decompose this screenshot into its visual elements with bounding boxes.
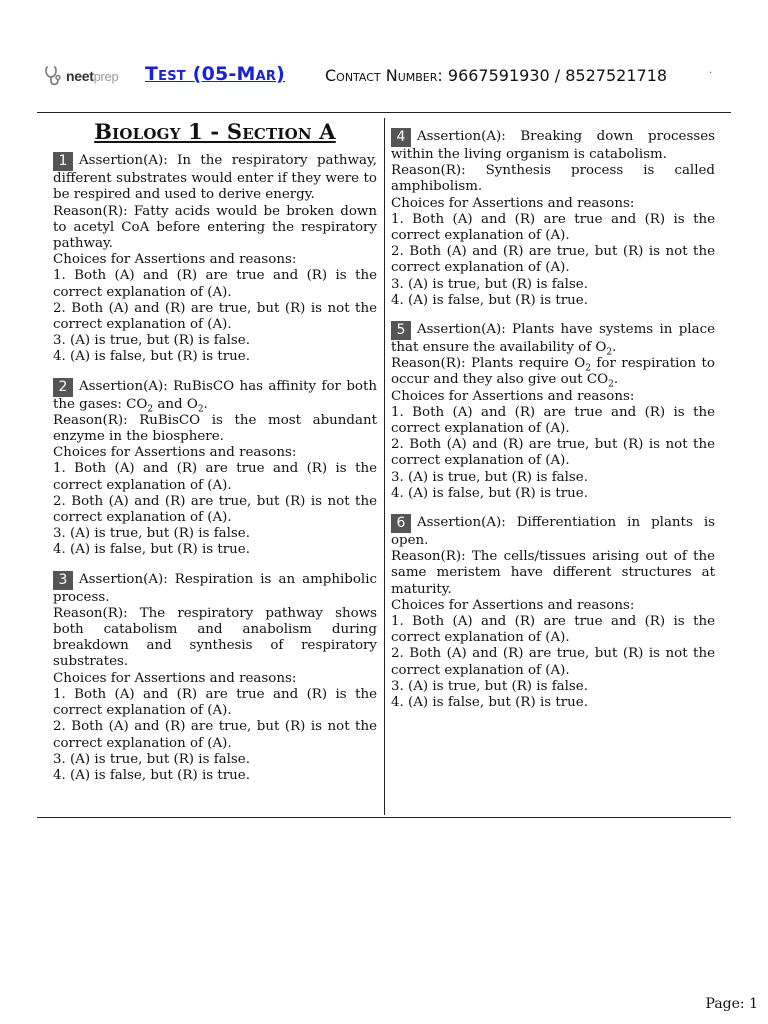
question-number: 2 [53, 378, 73, 397]
reason-text: Reason(R): Fatty acids would be broken down to acetyl CoA before entering the respiratory pathway. [53, 203, 377, 252]
page-number: Page: 1 [705, 996, 758, 1012]
choice-4: 4. (A) is false, but (R) is true. [53, 349, 250, 365]
logo-text: neetprep [66, 68, 119, 84]
choice-4: 4. (A) is false, but (R) is true. [53, 767, 250, 783]
right-column [391, 118, 715, 723]
choice-3: 3. (A) is true, but (R) is false. [53, 333, 250, 349]
question-number: 1 [53, 152, 73, 171]
choices-heading: Choices for Assertions and reasons: [53, 670, 297, 686]
question-5 [391, 321, 715, 502]
choice-2: 2. Both (A) and (R) are true, but (R) is not the correct explanation of (A). [391, 646, 715, 678]
question-3 [53, 571, 377, 784]
choice-1: 1. Both (A) and (R) are true and (R) is the correct explanation of (A). [391, 211, 715, 244]
choice-1: 1. Both (A) and (R) are true and (R) is the correct explanation of (A). [53, 268, 377, 300]
choices-heading: Choices for Assertions and reasons: [391, 195, 635, 211]
choices-heading: Choices for Assertions and reasons: [391, 388, 635, 404]
choice-3: 3. (A) is true, but (R) is false. [53, 526, 250, 542]
reason-text: Reason(R): Plants require $O_2$ for respiration to occur and they also give out $CO_2$. [391, 356, 715, 391]
assertion-text: Assertion(A): Respiration is an amphibolic process. [53, 571, 377, 605]
neetprep-logo[interactable] [44, 64, 118, 88]
choice-2: 2. Both (A) and (R) are true, but (R) is not the correct explanation of (A). [53, 493, 377, 526]
choices-heading: Choices for Assertions and reasons: [53, 445, 297, 461]
question-1 [53, 152, 377, 365]
contact-label: Contact Number: [325, 66, 443, 85]
choice-1: 1. Both (A) and (R) are true and (R) is the correct explanation of (A). [391, 614, 715, 646]
choices-heading: Choices for Assertions and reasons: [53, 252, 297, 268]
trailing-mark: · [709, 68, 713, 79]
page-header [0, 0, 768, 112]
header-divider [37, 112, 731, 113]
reason-text: Reason(R): RuBisCO is the most abundant enzyme in the biosphere. [53, 412, 377, 445]
choice-2: 2. Both (A) and (R) are true, but (R) is not the correct explanation of (A). [391, 437, 715, 469]
contact-info [325, 66, 667, 85]
question-4 [391, 128, 715, 309]
assertion-text: Assertion(A): RuBisCO has affinity for both the gases: $CO_2$ and $O_2$. [53, 378, 377, 415]
bottom-divider [37, 817, 731, 818]
reason-text: Reason(R): The respiratory pathway shows both catabolism and anabolism during breakdown and synthesis of respiratory substrates. [53, 605, 377, 670]
choice-3: 3. (A) is true, but (R) is false. [53, 751, 250, 767]
choice-1: 1. Both (A) and (R) are true and (R) is the correct explanation of (A). [53, 686, 377, 719]
question-2 [53, 378, 377, 559]
section-title: Biology 1 - Section A [94, 119, 336, 144]
reason-text: Reason(R): The cells/tissues arising out of the same meristem have different structures at maturity. [391, 549, 715, 597]
choice-4: 4. (A) is false, but (R) is true. [53, 542, 250, 558]
choice-2: 2. Both (A) and (R) are true, but (R) is not the correct explanation of (A). [391, 244, 715, 276]
question-number: 5 [391, 321, 411, 340]
assertion-text: Assertion(A): Breaking down processes within the living organism is catabolism. [391, 129, 715, 162]
contact-numbers: 9667591930 / 8527521718 [447, 66, 668, 85]
question-number: 4 [391, 128, 411, 147]
left-column [53, 118, 377, 796]
choice-3: 3. (A) is true, but (R) is false. [391, 678, 588, 694]
question-number: 6 [391, 514, 411, 533]
assertion-text: Assertion(A): In the respiratory pathway, different substrates would enter if they were to be respired and used to derive energy. [53, 153, 377, 203]
choice-4: 4. (A) is false, but (R) is true. [391, 695, 588, 711]
question-number: 3 [53, 571, 73, 590]
choice-2: 2. Both (A) and (R) are true, but (R) is not the correct explanation of (A). [53, 719, 377, 751]
assertion-text: Assertion(A): Plants have systems in place that ensure the availability of $O_2$. [391, 322, 715, 358]
choice-1: 1. Both (A) and (R) are true and (R) is the correct explanation of (A). [53, 461, 377, 493]
choice-3: 3. (A) is true, but (R) is false. [391, 469, 588, 485]
choice-2: 2. Both (A) and (R) are true, but (R) is not the correct explanation of (A). [53, 300, 377, 333]
assertion-text: Assertion(A): Differentiation in plants is open. [391, 515, 715, 549]
reason-text: Reason(R): Synthesis process is called amphibolism. [391, 163, 715, 195]
column-divider [384, 118, 385, 815]
question-6 [391, 514, 715, 711]
choice-4: 4. (A) is false, but (R) is true. [391, 292, 588, 308]
choice-1: 1. Both (A) and (R) are true and (R) is the correct explanation of (A). [391, 404, 715, 437]
choices-heading: Choices for Assertions and reasons: [391, 597, 635, 613]
choice-3: 3. (A) is true, but (R) is false. [391, 276, 588, 292]
test-title-link[interactable]: Test (05-Mar) [145, 63, 285, 85]
choice-4: 4. (A) is false, but (R) is true. [391, 485, 588, 501]
stethoscope-icon [44, 65, 64, 87]
